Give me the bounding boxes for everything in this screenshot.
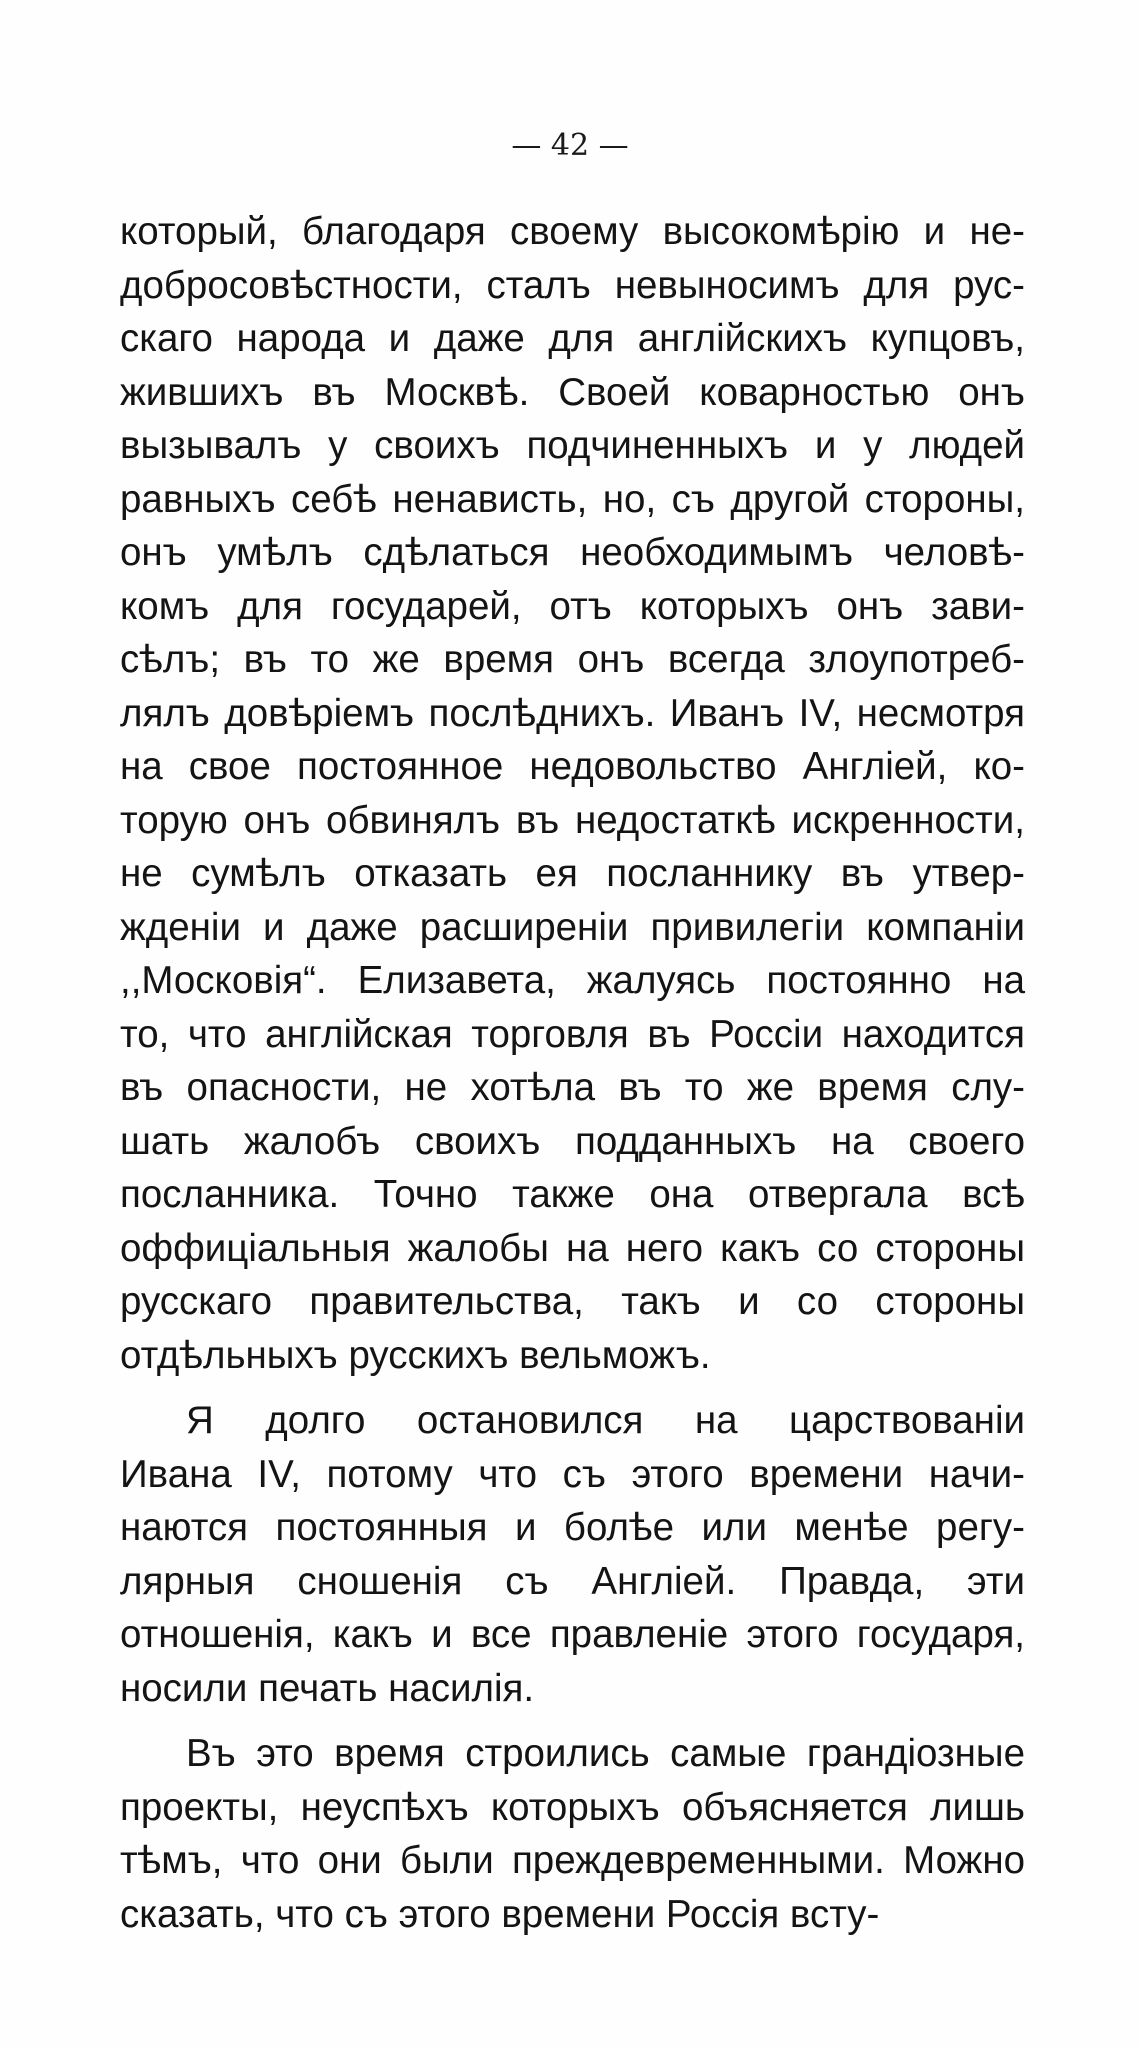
text-line: равныхъ себѣ ненависть, но, съ другой стороны, [120, 477, 1025, 521]
paragraph [120, 205, 1025, 1382]
text-line: тѣмъ, что они были преждевременными. Можно [120, 1839, 1025, 1882]
text-line: сказать, что съ этого времени Россія всту- [120, 1892, 880, 1936]
text-line: русскаго правительства, такъ и со стороны [120, 1280, 1025, 1323]
text-line: отношенія, какъ и все правленіе этого государя, [120, 1613, 1025, 1656]
text-line: на свое постоянное недовольство Англіей, ко- [120, 745, 1025, 788]
text-line: Я долго остановился на царствованіи [186, 1399, 1025, 1442]
paragraph-gap [120, 1715, 1025, 1727]
text-line: носили печать насилія. [120, 1666, 535, 1710]
page-number: — 42 — [511, 128, 629, 163]
text-line: комъ для государей, отъ которыхъ онъ зави- [120, 584, 1025, 628]
text-line: который, благодаря своему высокомѣрію и не- [120, 210, 1025, 253]
text-line: шать жалобъ своихъ подданныхъ на своего [120, 1119, 1025, 1163]
text-line: наются постоянныя и болѣе или менѣе регу- [120, 1506, 1025, 1549]
paragraph [120, 1394, 1025, 1715]
text-line: Въ это время строились самые грандіозные [186, 1732, 1025, 1775]
text-line: Ивана IV, потому что съ этого времени начи- [120, 1452, 1025, 1496]
text-line: посланника. Точно также она отвергала всѣ [120, 1173, 1025, 1216]
text-line: вызывалъ у своихъ подчиненныхъ и у людей [120, 424, 1025, 467]
text-line: скаго народа и даже для англійскихъ купцовъ, [120, 317, 1025, 360]
text-line: не сумѣлъ отказать ея посланнику въ утвер- [120, 852, 1025, 895]
text-line: жившихъ въ Москвѣ. Своей коварностью онъ [120, 370, 1025, 414]
text-line: въ опасности, не хотѣла въ то же время слу- [120, 1066, 1025, 1109]
paragraph [120, 1727, 1025, 1941]
text-line: торую онъ обвинялъ въ недостаткѣ искренности, [120, 798, 1025, 842]
text-line: оффиціальныя жалобы на него какъ со стороны [120, 1226, 1025, 1270]
text-line: добросовѣстности, сталъ невыносимъ для рус- [120, 263, 1025, 307]
text-line: жденіи и даже расширеніи привилегіи компаніи [120, 905, 1025, 949]
body-text [120, 205, 1025, 1941]
text-line: онъ умѣлъ сдѣлаться необходимымъ человѣ- [120, 531, 1025, 574]
text-line: лялъ довѣріемъ послѣднихъ. Иванъ IV, несмотря [120, 691, 1025, 735]
text-line: проекты, неуспѣхъ которыхъ объясняется лишь [120, 1785, 1025, 1829]
text-line: лярныя сношенія съ Англіей. Правда, эти [120, 1559, 1025, 1603]
paragraph-gap [120, 1382, 1025, 1394]
text-line: отдѣльныхъ русскихъ вельможъ. [120, 1333, 711, 1377]
text-line: сѣлъ; въ то же время онъ всегда злоупотреб- [120, 638, 1025, 681]
text-line: ,,Московія“. Елизавета, жалуясь постоянно на [120, 959, 1025, 1002]
text-line: то, что англійская торговля въ Россіи находится [120, 1012, 1025, 1056]
